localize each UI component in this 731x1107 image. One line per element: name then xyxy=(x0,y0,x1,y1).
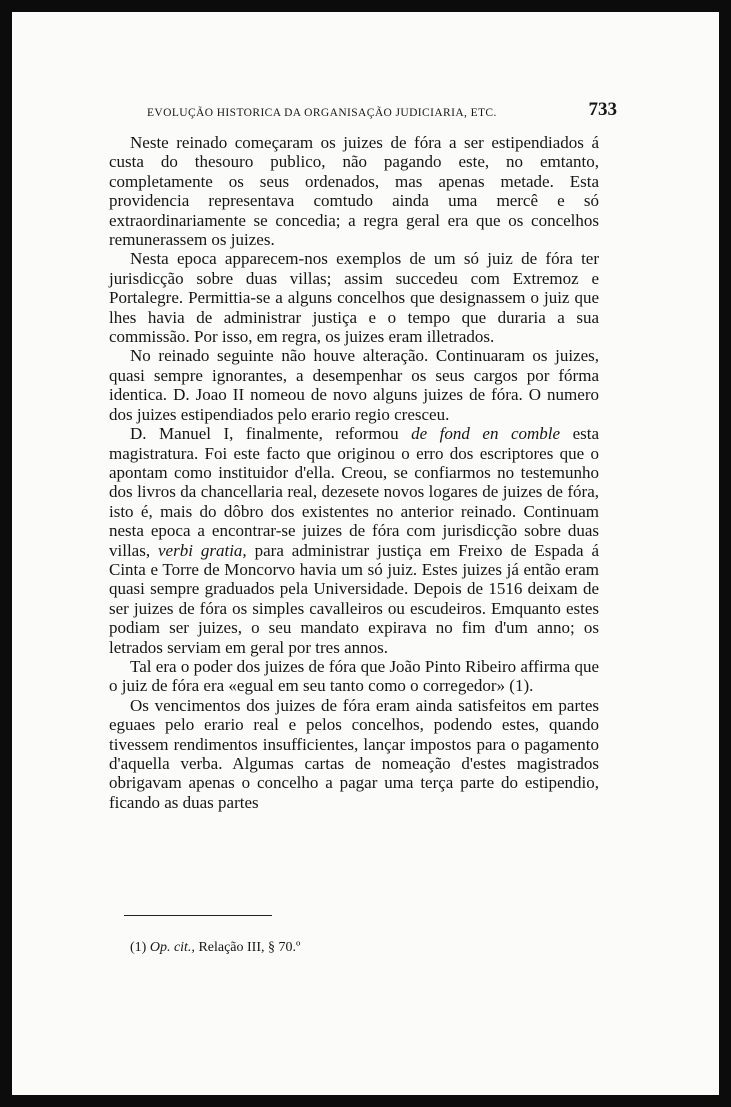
footnote-separator xyxy=(124,915,272,916)
paragraph-4-part-c: para administrar justiça em Freixo de Espada á Cinta e Torre de Moncorvo havia um só juiz. Estes juizes já então eram quasi sempre graduados pela Universidade. Depois de 1516 deixam de ser juizes de fóra os simples cavalleiros ou escudeiros. Emquanto estes podiam ser juizes, o seu mandato expirava no fim d'um anno; os letrados serviam em geral por tres annos. xyxy=(109,540,599,657)
footnote-text: Relação III, § 70.º xyxy=(194,940,301,955)
paragraph-4-italic-phrase: de fond en comble xyxy=(411,424,561,444)
paragraph-4-part-a: D. Manuel I, finalmente, reformou xyxy=(130,424,412,444)
paragraph-6: Os vencimentos dos juizes de fóra eram ainda satisfeitos em partes eguaes pelo erario real e pelos concelhos, podendo estes, quando tivessem rendimentos insufficientes, lançar impostos para o pagamento d'aquella verba. Algumas cartas de nomeação d'estes magistrados obrigavam apenas o concelho a pagar uma terça parte do estipendio, ficando as duas partes xyxy=(109,695,599,812)
paragraph-2: Nesta epoca apparecem-nos exemplos de um só juiz de fóra ter jurisdicção sobre duas villas; assim succedeu com Extremoz e Portalegre. Permittia-se a alguns concelhos que designassem o juiz que lhes havia de administrar justiça e o tempo que duraria a sua commissão. Por isso, em regra, os juizes eram illetrados. xyxy=(109,249,599,347)
page-header xyxy=(147,99,617,123)
paragraph-4-italic-latin: verbi gratia, xyxy=(158,540,247,560)
body-text xyxy=(109,133,599,812)
footnote-marker: (1) xyxy=(130,940,147,955)
footnote-source: Op. cit., xyxy=(149,940,195,955)
paragraph-1: Neste reinado começaram os juizes de fóra a ser estipendiados á custa do thesouro publico, não pagando este, no emtanto, completamente os seus ordenados, mas apenas metade. Esta providencia representava comtudo ainda uma mercê e só extraordinariamente se concedia; a regra geral era que os concelhos remunerassem os juizes. xyxy=(109,133,599,250)
paragraph-4 xyxy=(109,424,599,657)
paragraph-5: Tal era o poder dos juizes de fóra que João Pinto Ribeiro affirma que o juiz de fóra era «egual em seu tanto como o corregedor» (1). xyxy=(109,656,599,696)
page-number: 733 xyxy=(588,99,617,120)
page xyxy=(12,12,719,1095)
paragraph-3: No reinado seguinte não houve alteração. Continuaram os juizes, quasi sempre ignorantes, a desempenhar os seus cargos por fórma identica. D. Joao II nomeou de novo alguns juizes de fóra. O numero dos juizes estipendiados pelo erario regio cresceu. xyxy=(109,346,599,424)
paragraph-4-part-b: esta magistratura. Foi este facto que originou o erro dos escriptores que o apontam como instituidor d'ella. Creou, se confiarmos no testemunho dos livros da chancellaria real, dezesete novos logares de juizes de fóra, isto é, mais do dôbro dos existentes no anterior reinado. Continuam nesta epoca a encontrar-se juizes de fóra com jurisdicção sobre duas villas, xyxy=(109,424,600,560)
running-title: EVOLUÇÃO HISTORICA DA ORGANISAÇÃO JUDICIARIA, ETC. xyxy=(147,107,497,119)
footnote xyxy=(130,940,300,956)
